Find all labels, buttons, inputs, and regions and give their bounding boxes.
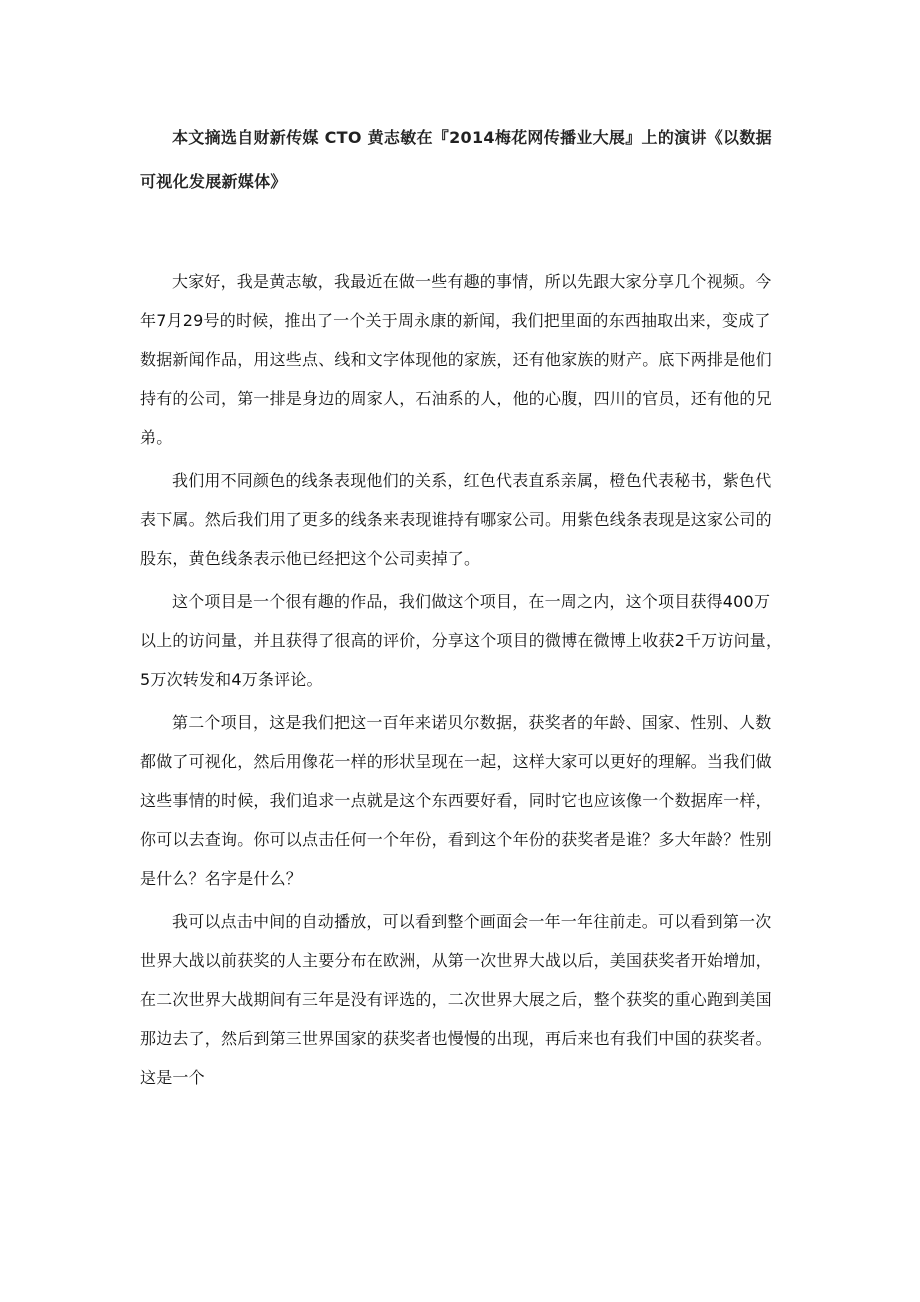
paragraph-3: 这个项目是一个很有趣的作品，我们做这个项目，在一周之内，这个项目获得400万以上的访问量，并且获得了很高的评价，分享这个项目的微博在微博上收获2千万访问量，5万次转发和4万条评论。 [140,592,783,689]
paragraph-1: 大家好，我是黄志敏，我最近在做一些有趣的事情，所以先跟大家分享几个视频。今年7月29号的时候，推出了一个关于周永康的新闻，我们把里面的东西抽取出来，变成了数据新闻作品，用这些点、线和文字体现他的家族，还有他家族的财产。底下两排是他们持有的公司，第一排是身边的周家人，石油系的人，他的心腹，四川的官员，还有他的兄弟。 [140,272,772,447]
article-intro: 本文摘选自财新传媒 CTO 黄志敏在『2014梅花网传播业大展』上的演讲《以数据可视化发展新媒体》 [140,128,772,191]
paragraph-4: 第二个项目，这是我们把这一百年来诺贝尔数据，获奖者的年龄、国家、性别、人数都做了可视化，然后用像花一样的形状呈现在一起，这样大家可以更好的理解。当我们做这些事情的时候，我们追求一点就是这个东西要好看，同时它也应该像一个数据库一样，你可以去查询。你可以点击任何一个年份，看到这个年份的获奖者是谁？多大年龄？性别是什么？名字是什么？ [140,713,772,888]
paragraph-2: 我们用不同颜色的线条表现他们的关系，红色代表直系亲属，橙色代表秘书，紫色代表下属。然后我们用了更多的线条来表现谁持有哪家公司。用紫色线条表现是这家公司的股东，黄色线条表示他已经把这个公司卖掉了。 [140,471,772,568]
paragraph-5: 我可以点击中间的自动播放，可以看到整个画面会一年一年往前走。可以看到第一次世界大战以前获奖的人主要分布在欧洲，从第一次世界大战以后，美国获奖者开始增加，在二次世界大战期间有三年是没有评选的，二次世界大展之后，整个获奖的重心跑到美国那边去了，然后到第三世界国家的获奖者也慢慢的出现，再后来也有我们中国的获奖者。这是一个 [140,912,772,1087]
document-page [140,116,785,1101]
